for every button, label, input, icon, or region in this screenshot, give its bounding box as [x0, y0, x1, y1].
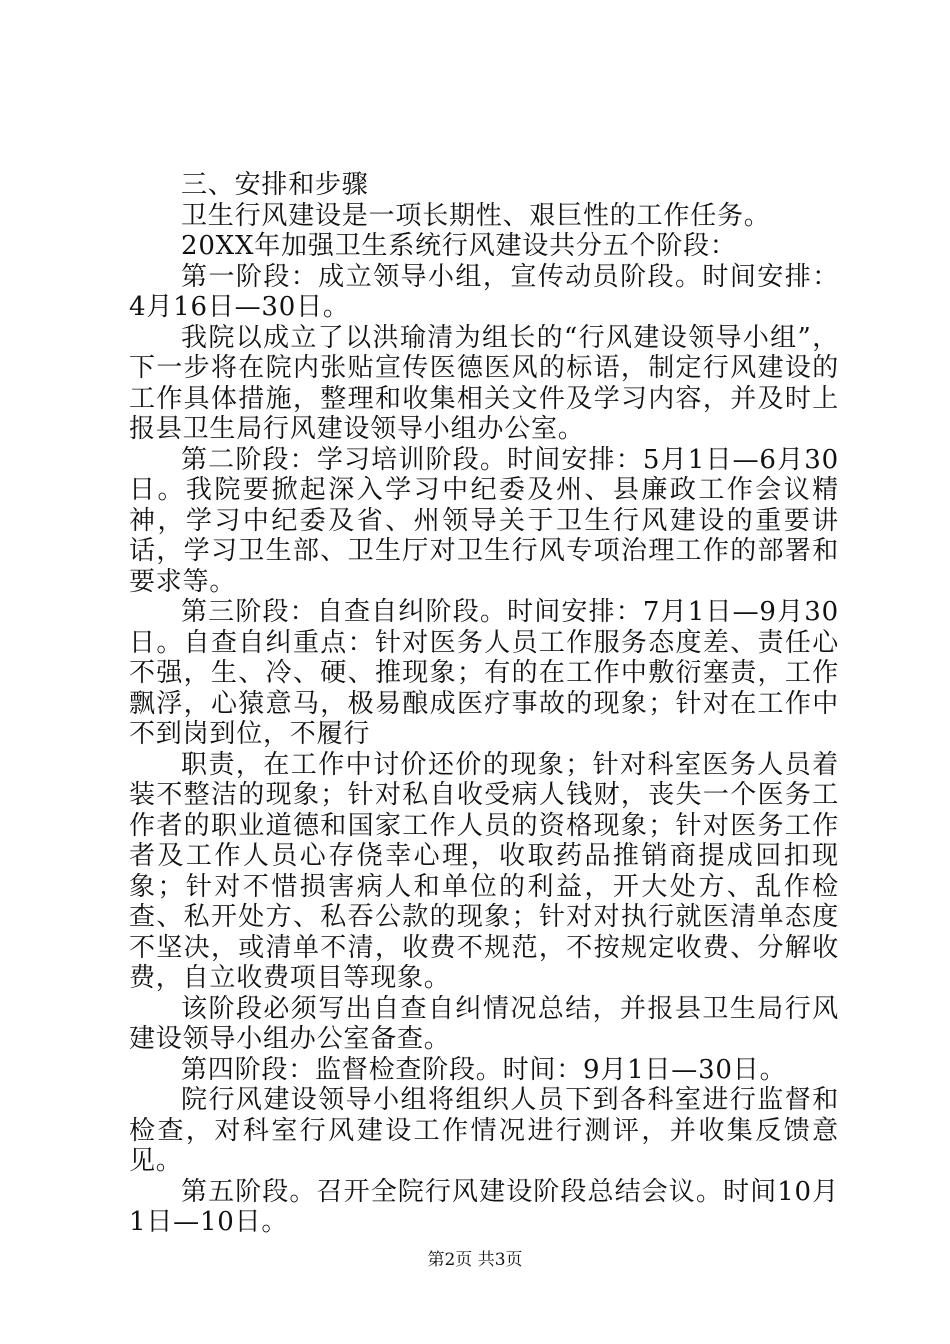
paragraph-stage-1: 第一阶段：成立领导小组，宣传动员阶段。时间安排：4月16日—30日。 [129, 261, 839, 322]
paragraph: 该阶段必须写出自查自纠情况总结，并报县卫生局行风建设领导小组办公室备查。 [129, 993, 839, 1054]
section-heading: 三、安排和步骤 [181, 170, 369, 200]
paragraph-stage-5: 第五阶段。召开全院行风建设阶段总结会议。时间10月1日—10日。 [129, 1176, 839, 1237]
page-footer: 第2页 共3页 [427, 1250, 523, 1270]
paragraph: 我院以成立了以洪瑜清为组长的“行风建设领导小组”，下一步将在院内张贴宣传医德医风的标语，制定行风建设的工作具体措施，整理和收集相关文件及学习内容，并及时上报县卫生局行风建设领导小组办公室。 [129, 322, 839, 444]
paragraph-stage-3: 第三阶段：自查自纠阶段。时间安排：7月1日—9月30日。自查自纠重点：针对医务人员工作服务态度差、责任心不强，生、冷、硬、推现象；有的在工作中敷衍塞责，工作飘浮，心猿意马，极易酿成医疗事故的现象；针对在工作中不到岗到位，不履行 [129, 597, 839, 749]
paragraph: 职责，在工作中讨价还价的现象；针对科室医务人员着装不整洁的现象；针对私自收受病人钱财，丧失一个医务工作者的职业道德和国家工作人员的资格现象；针对医务工作者及工作人员心存侥幸心理，收取药品推销商提成回扣现象；针对不惜损害病人和单位的利益，开大处方、乱作检查、私开处方、私吞公款的现象；针对对执行就医清单态度不坚决，或清单不清，收费不规范，不按规定收费、分解收费，自立收费项目等现象。 [129, 749, 839, 993]
paragraph: 20XX年加强卫生系统行风建设共分五个阶段： [181, 231, 737, 261]
paragraph-stage-2: 第二阶段：学习培训阶段。时间安排：5月1日—6月30日。我院要掀起深入学习中纪委及州、县廉政工作会议精神，学习中纪委及省、州领导关于卫生行风建设的重要讲话，学习卫生部、卫生厅对卫生行风专项治理工作的部署和要求等。 [129, 444, 839, 597]
paragraph: 卫生行风建设是一项长期性、艰巨性的工作任务。 [181, 200, 771, 231]
paragraph-stage-4: 第四阶段：监督检查阶段。时间：9月1日—30日。 [181, 1054, 787, 1085]
body-text [129, 170, 839, 1238]
paragraph: 院行风建设领导小组将组织人员下到各科室进行监督和检查，对科室行风建设工作情况进行测评，并收集反馈意见。 [129, 1085, 839, 1176]
